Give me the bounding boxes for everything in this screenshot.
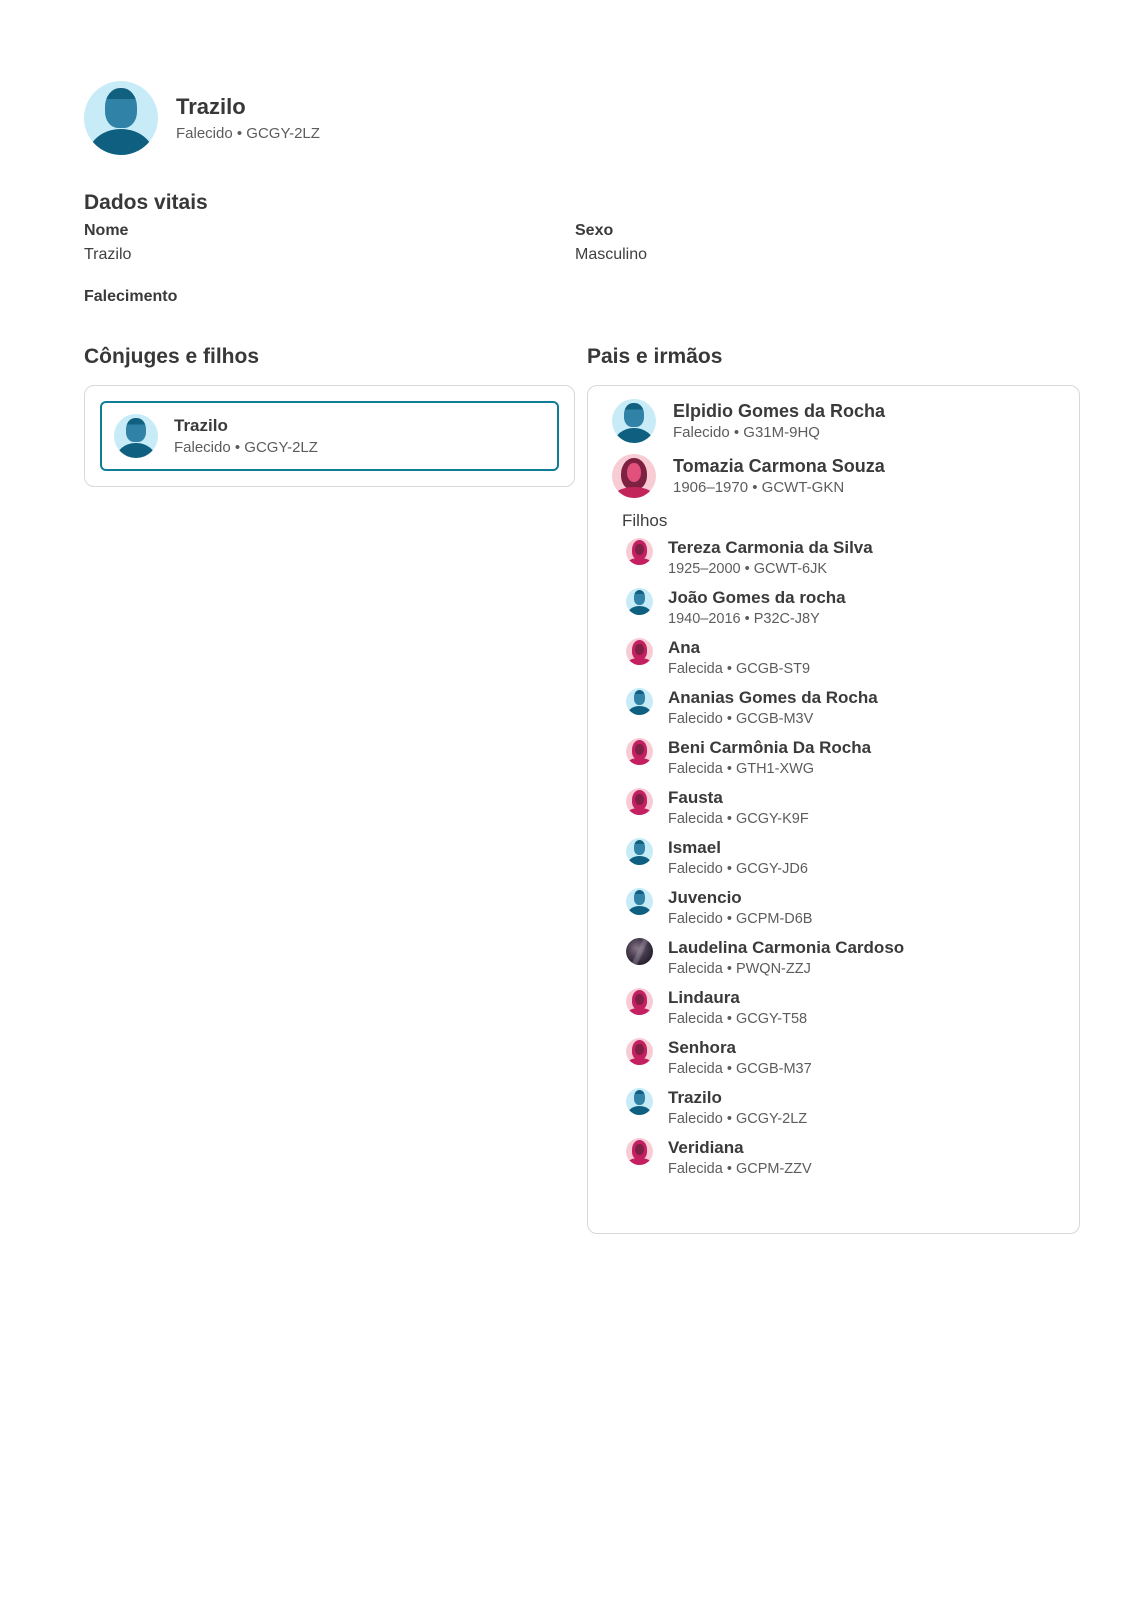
person-avatar <box>612 454 656 498</box>
person-text <box>668 887 812 929</box>
sibling-row[interactable] <box>626 1087 1055 1129</box>
person-meta: Falecido • G31M-9HQ <box>673 424 820 441</box>
sibling-row[interactable] <box>626 737 1055 779</box>
person-meta: Falecida • GCGB-M37 <box>668 1061 812 1077</box>
person-text <box>668 987 807 1029</box>
field-sex-label: Sexo <box>575 222 614 239</box>
avatar-face <box>627 463 640 481</box>
person-text <box>668 787 809 829</box>
avatar-face <box>635 794 643 805</box>
field-name <box>84 219 575 267</box>
person-name: Veridiana <box>668 1138 744 1157</box>
sibling-row[interactable] <box>626 637 1055 679</box>
person-name: Laudelina Carmonia Cardoso <box>668 938 905 957</box>
person-name: Beni Carmônia Da Rocha <box>668 738 872 757</box>
person-name: Ananias Gomes da Rocha <box>668 688 878 707</box>
spouses-card <box>84 385 575 487</box>
person-text <box>668 587 846 629</box>
person-avatar <box>626 788 653 815</box>
person-avatar <box>626 988 653 1015</box>
sibling-row[interactable] <box>626 537 1055 579</box>
sibling-row[interactable] <box>626 1037 1055 1079</box>
person-name: Ismael <box>668 838 721 857</box>
sibling-row[interactable] <box>626 787 1055 829</box>
page-title: Trazilo <box>176 93 246 119</box>
parents-card <box>587 385 1080 1234</box>
sibling-row[interactable] <box>626 587 1055 629</box>
field-name-value: Trazilo <box>84 246 132 263</box>
person-text <box>668 1137 812 1179</box>
avatar-face <box>635 744 643 755</box>
person-text <box>668 537 873 579</box>
spouses-section <box>84 343 575 487</box>
sibling-row[interactable] <box>626 837 1055 879</box>
person-text <box>668 937 904 979</box>
selected-person-row[interactable] <box>100 401 559 471</box>
person-avatar <box>626 1038 653 1065</box>
person-meta: 1925–2000 • GCWT-6JK <box>668 561 828 577</box>
person-text <box>668 637 810 679</box>
header-text <box>176 94 320 143</box>
avatar-face <box>635 1144 643 1155</box>
person-name: João Gomes da rocha <box>668 588 846 607</box>
person-avatar <box>626 638 653 665</box>
field-sex-value: Masculino <box>575 246 648 263</box>
sibling-row[interactable] <box>626 937 1055 979</box>
person-name: Ana <box>668 638 701 657</box>
sibling-row[interactable] <box>626 687 1055 729</box>
person-meta: Falecido • GCGY-2LZ <box>174 439 318 456</box>
family-columns <box>84 343 1080 1234</box>
field-death <box>84 285 1080 309</box>
person-avatar <box>626 538 653 565</box>
person-avatar <box>626 688 653 715</box>
person-name: Elpidio Gomes da Rocha <box>673 401 886 421</box>
person-avatar <box>114 414 158 458</box>
vitals-heading: Dados vitais <box>84 191 208 214</box>
parent-row[interactable] <box>612 399 1055 443</box>
person-text <box>668 687 878 729</box>
field-death-label: Falecimento <box>84 288 178 305</box>
person-name: Trazilo <box>668 1088 722 1107</box>
person-text <box>174 415 318 457</box>
person-avatar <box>626 738 653 765</box>
parent-row[interactable] <box>612 454 1055 498</box>
person-avatar <box>626 1138 653 1165</box>
person-meta: Falecida • GCPM-ZZV <box>668 1161 812 1177</box>
vitals-grid <box>84 219 1080 267</box>
person-text <box>668 1037 812 1079</box>
person-meta: Falecido • GCGY-JD6 <box>668 861 808 877</box>
person-text <box>673 454 885 498</box>
person-meta: Falecida • GCGB-ST9 <box>668 661 811 677</box>
parents-heading: Pais e irmãos <box>587 345 723 368</box>
parents-section <box>587 343 1080 1234</box>
field-sex <box>575 219 1080 267</box>
person-name: Trazilo <box>174 416 228 435</box>
person-name: Fausta <box>668 788 723 807</box>
person-meta: 1906–1970 • GCWT-GKN <box>673 479 845 496</box>
person-avatar <box>626 888 653 915</box>
person-name: Lindaura <box>668 988 740 1007</box>
person-meta: Falecida • PWQN-ZZJ <box>668 961 811 977</box>
sibling-row[interactable] <box>626 1137 1055 1179</box>
person-avatar <box>626 1088 653 1115</box>
person-meta: Falecida • GCGY-K9F <box>668 811 809 827</box>
person-text <box>668 1087 807 1129</box>
vital-data-section <box>84 189 1080 309</box>
sibling-row[interactable] <box>626 887 1055 929</box>
person-meta: Falecido • GCGY-2LZ <box>668 1111 808 1127</box>
avatar-face <box>635 644 643 655</box>
person-meta: Falecido • GCGB-M3V <box>668 711 814 727</box>
profile-avatar[interactable] <box>84 81 158 155</box>
avatar-face <box>635 544 643 555</box>
spouses-heading: Cônjuges e filhos <box>84 345 260 368</box>
person-avatar <box>626 838 653 865</box>
person-meta: Falecida • GTH1-XWG <box>668 761 815 777</box>
person-avatar <box>612 399 656 443</box>
person-name: Tereza Carmonia da Silva <box>668 538 873 557</box>
avatar-face <box>635 994 643 1005</box>
person-avatar <box>626 588 653 615</box>
person-meta: 1940–2016 • P32C-J8Y <box>668 611 820 627</box>
person-text <box>668 737 871 779</box>
person-text <box>673 399 885 443</box>
person-name: Tomazia Carmona Souza <box>673 456 885 476</box>
person-meta: Falecida • GCGY-T58 <box>668 1011 808 1027</box>
person-header <box>84 81 1080 155</box>
children-label: Filhos <box>622 511 668 530</box>
sibling-row[interactable] <box>626 987 1055 1029</box>
avatar-face <box>635 1044 643 1055</box>
person-lifespan-id: Falecido • GCGY-2LZ <box>176 124 320 142</box>
field-name-label: Nome <box>84 222 129 239</box>
person-name: Juvencio <box>668 888 742 907</box>
person-meta: Falecido • GCPM-D6B <box>668 911 813 927</box>
person-text <box>668 837 808 879</box>
person-avatar <box>626 938 653 965</box>
person-name: Senhora <box>668 1038 737 1057</box>
